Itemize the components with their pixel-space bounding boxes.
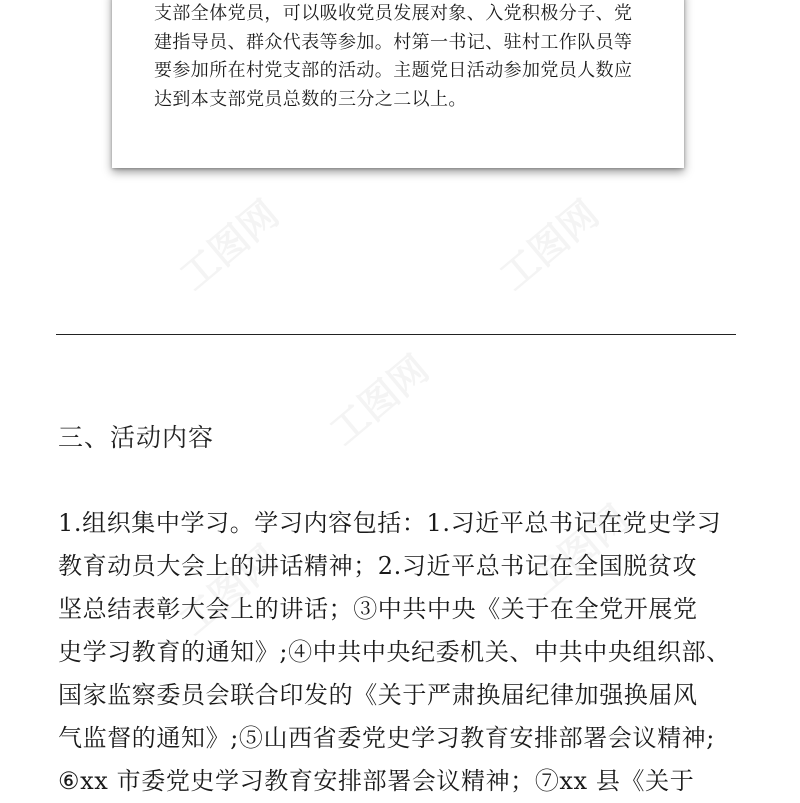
section-divider — [56, 334, 736, 335]
watermark-logo: 工图网 — [171, 191, 288, 299]
watermark-logo: 工图网 — [491, 191, 608, 299]
watermark-logo: 工图网 — [171, 536, 288, 644]
watermark-logo: 工图网 — [321, 346, 438, 454]
watermark-logo: 工图网 — [521, 496, 638, 604]
content-card — [112, 0, 684, 168]
section-heading: 三、活动内容 — [58, 423, 215, 452]
section-body: 1.组织集中学习。学习内容包括：1.习近平总书记在党史学习 教育动员大会上的讲话精神；2.习近平总书记在全国脱贫攻 坚总结表彰大会上的讲话；③中共中央《关于在全党开展党 史学习教育的通知》;④中共中央纪委机关、中共中央组织部、 国家监察委员会联合印发的《关于严肃换届纪律加强换届风 气监督的通知》;⑤山西省委党史学习教育安排部署会议精神; ⑥xx 市委党史学习教育安排部署会议精神；⑦xx 县《关于 — [58, 509, 731, 795]
card-paragraph: 支部全体党员，可以吸收党员发展对象、入党积极分子、党 建指导员、群众代表等参加。村第一书记、驻村工作队员等 要参加所在村党支部的活动。主题党日活动参加党员人数应 达到本支部党员总数的三分之二以上。 — [154, 3, 633, 110]
